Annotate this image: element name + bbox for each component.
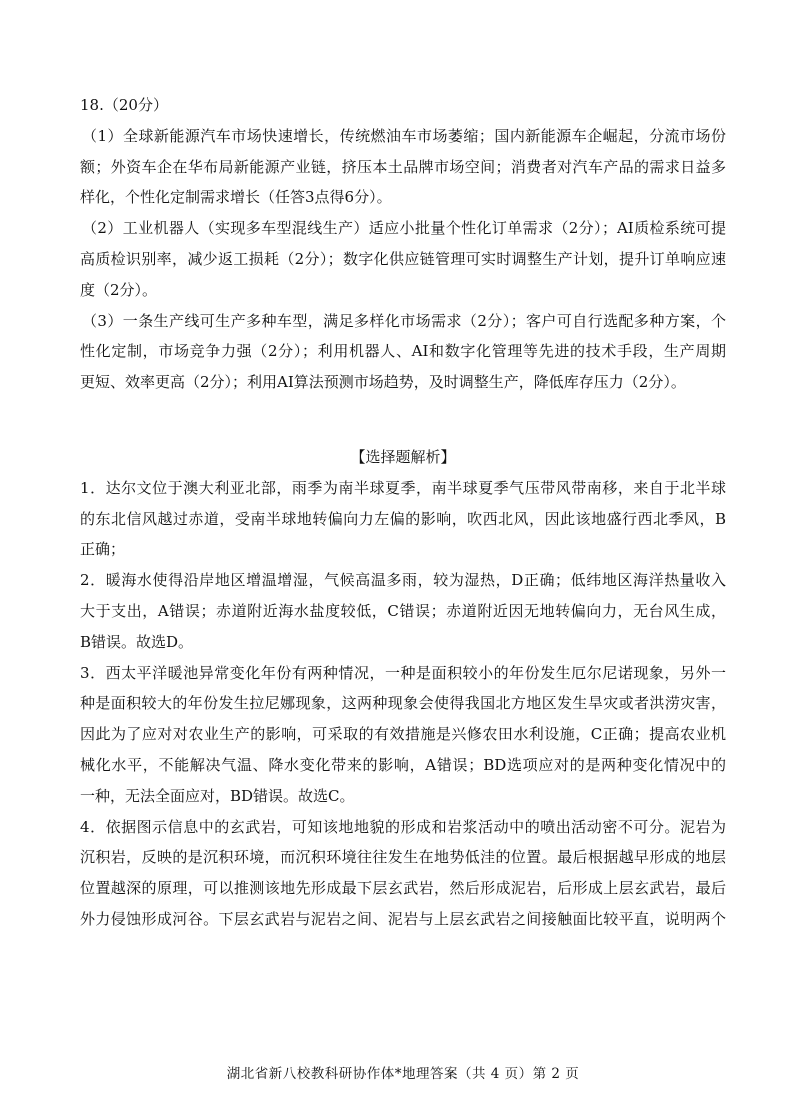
text-line: 样化，个性化定制需求增长（任答3点得6分）。 bbox=[80, 188, 392, 207]
question-18-heading: 18.（20分） bbox=[80, 96, 168, 114]
text-line: 位置越深的原理，可以推测该地先形成最下层玄武岩，然后形成泥岩，后形成上层玄武岩，最后 bbox=[80, 879, 726, 898]
text-line: 额；外资车企在华布局新能源产业链，挤压本土品牌市场空间；消费者对汽车产品的需求日益多 bbox=[80, 157, 726, 176]
text-line: 4．依据图示信息中的玄武岩，可知该地地貌的形成和岩浆活动中的喷出活动密不可分。泥岩为 bbox=[80, 817, 726, 836]
text-line: 度（2分）。 bbox=[80, 280, 158, 299]
text-line: 正确； bbox=[80, 540, 126, 559]
page-content bbox=[80, 90, 726, 935]
text-line: B错误。故选D。 bbox=[80, 632, 194, 651]
text-line: 高质检识别率，减少返工损耗（2分）；数字化供应链管理可实时调整生产计划，提升订单响应速 bbox=[80, 249, 726, 268]
text-line: （3）一条生产线可生产多种车型，满足多样化市场需求（2分）；客户可自行选配多种方案，个 bbox=[82, 311, 726, 330]
answer-part-3 bbox=[80, 306, 726, 398]
text-line: 械化水平，不能解决气温、降水变化带来的影响，A错误；BD选项应对的是两种变化情况中的 bbox=[80, 755, 726, 774]
text-line: （1）全球新能源汽车市场快速增长，传统燃油车市场萎缩；国内新能源车企崛起，分流市场份 bbox=[82, 126, 726, 145]
analysis-item-1 bbox=[80, 473, 726, 565]
text-line: 更短、效率更高（2分）；利用AI算法预测市场趋势，及时调整生产，降低库存压力（2分）。 bbox=[80, 373, 686, 392]
text-line: 沉积岩，反映的是沉积环境，而沉积环境往往发生在地势低洼的位置。最后根据越早形成的地层 bbox=[80, 848, 726, 867]
answer-part-1 bbox=[80, 121, 726, 213]
analysis-item-2 bbox=[80, 565, 726, 657]
section-gap bbox=[80, 398, 726, 442]
analysis-item-4 bbox=[80, 812, 726, 935]
text-line: 一种，无法全面应对，BD错误。故选C。 bbox=[80, 786, 355, 805]
analysis-item-3 bbox=[80, 658, 726, 812]
section-title: 【选择题解析】 bbox=[350, 447, 456, 466]
text-line: 大于支出，A错误；赤道附近海水盐度较低，C错误；赤道附近因无地转偏向力，无台风生成， bbox=[80, 601, 726, 620]
page-footer: 湖北省新八校教科研协作体*地理答案（共 4 页）第 2 页 bbox=[226, 1066, 580, 1082]
text-line: 种是面积较大的年份发生拉尼娜现象，这两种现象会使得我国北方地区发生旱灾或者洪涝灾害， bbox=[80, 694, 726, 713]
text-line: 1．达尔文位于澳大利亚北部，雨季为南半球夏季，南半球夏季气压带风带南移，来自于北半球 bbox=[80, 478, 726, 497]
answer-part-2 bbox=[80, 213, 726, 305]
text-line: 外力侵蚀形成河谷。下层玄武岩与泥岩之间、泥岩与上层玄武岩之间接触面比较平直，说明两个 bbox=[80, 909, 726, 928]
text-line: 的东北信风越过赤道，受南半球地转偏向力左偏的影响，吹西北风，因此该地盛行西北季风，B bbox=[80, 509, 726, 528]
text-line: 3．西太平洋暖池异常变化年份有两种情况，一种是面积较小的年份发生厄尔尼诺现象，另外一 bbox=[80, 663, 726, 682]
text-line: 2．暖海水使得沿岸地区增温增湿，气候高温多雨，较为湿热，D正确；低纬地区海洋热量收入 bbox=[80, 571, 726, 590]
text-line: 性化定制，市场竞争力强（2分）；利用机器人、AI和数字化管理等先进的技术手段，生产周期 bbox=[80, 342, 726, 361]
text-line: 因此为了应对对农业生产的影响，可采取的有效措施是兴修农田水利设施，C正确；提高农业机 bbox=[80, 725, 726, 744]
text-line: （2）工业机器人（实现多车型混线生产）适应小批量个性化订单需求（2分）；AI质检系统可提 bbox=[82, 219, 726, 238]
